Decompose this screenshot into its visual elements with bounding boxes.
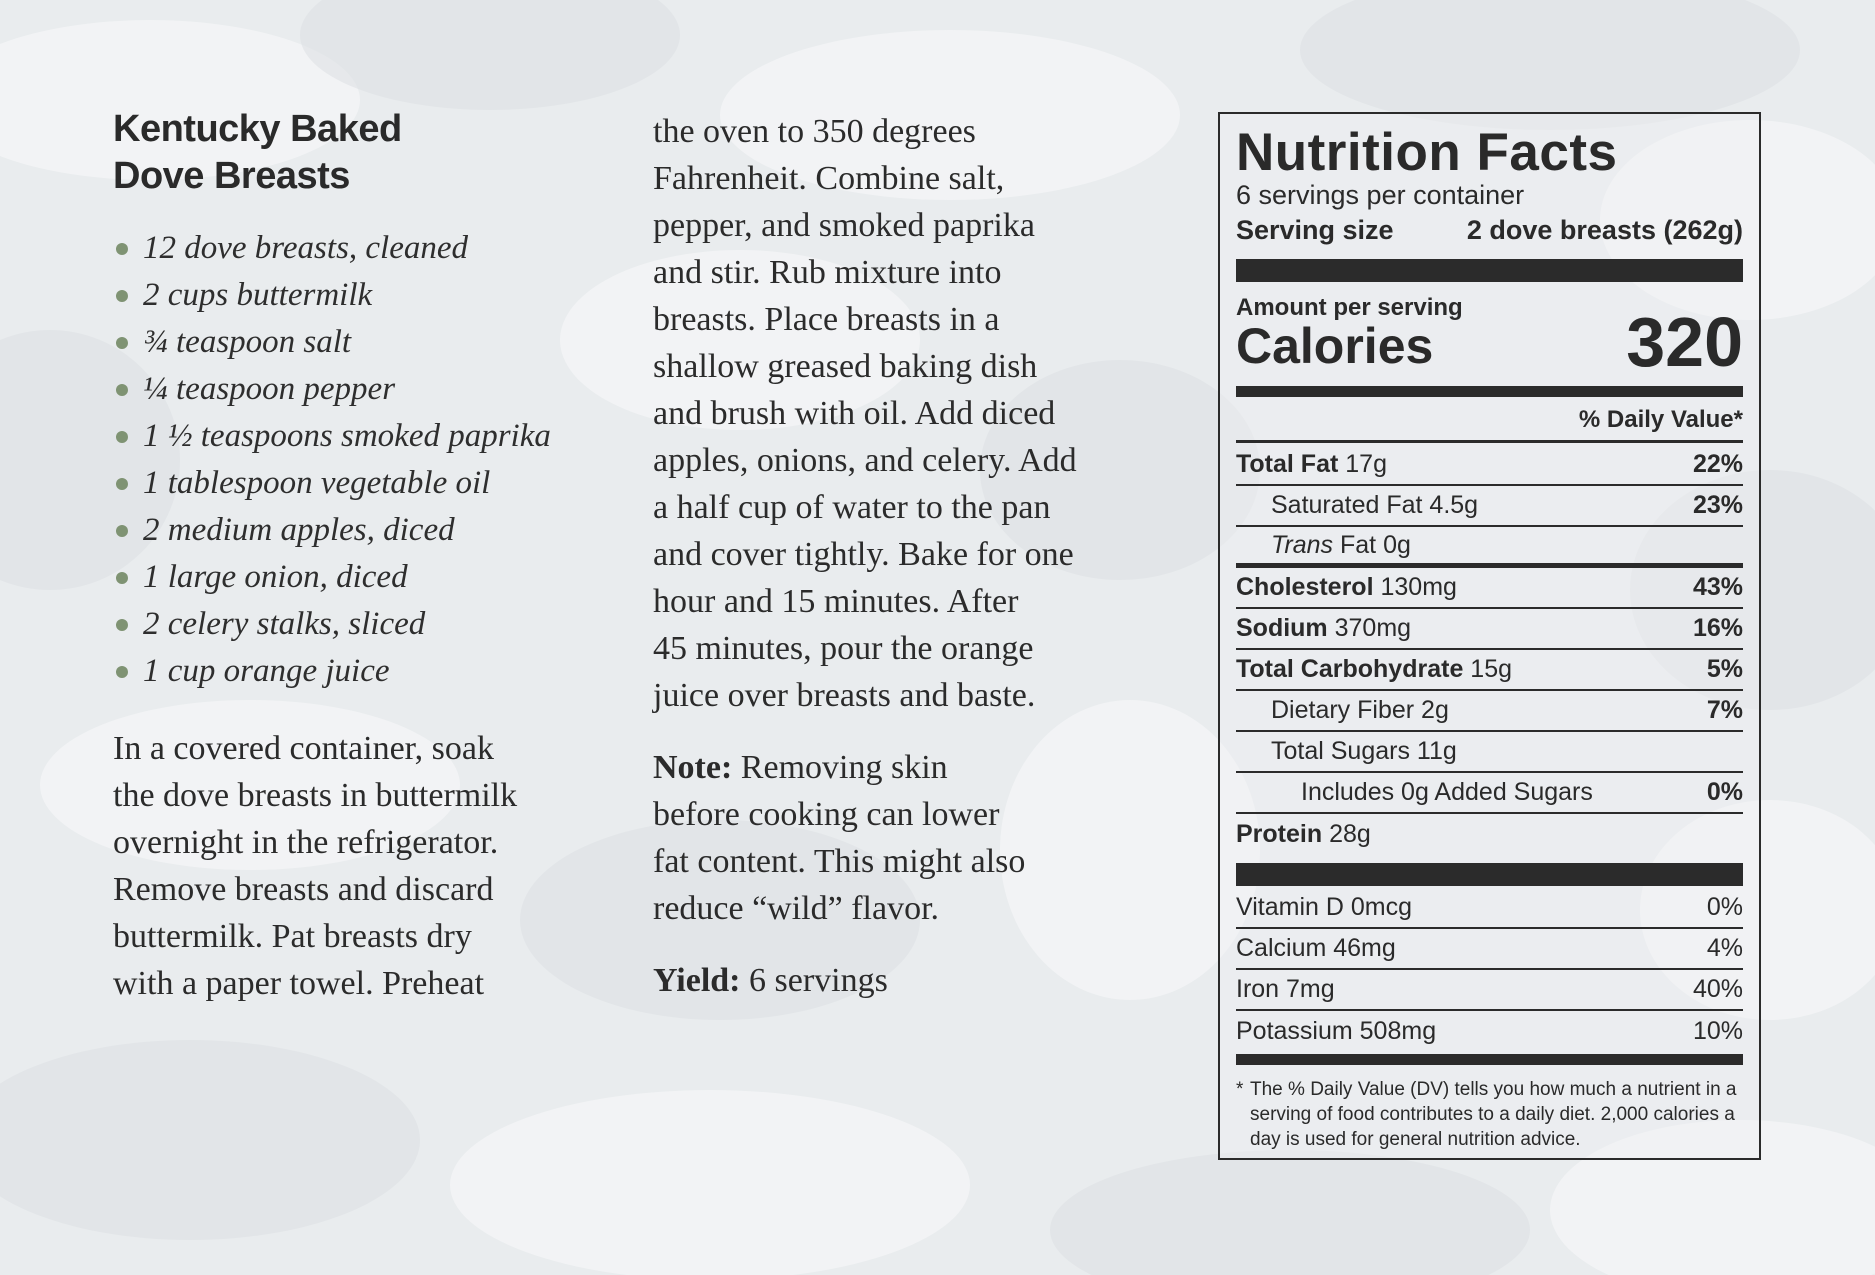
nutrient-label xyxy=(1236,820,1371,849)
nutrient-row xyxy=(1236,732,1743,773)
text-line: juice over breasts and baste. xyxy=(653,677,1036,714)
bullet-icon xyxy=(116,290,128,302)
instructions-part1 xyxy=(113,725,583,1007)
text-line: pepper, and smoked paprika xyxy=(653,207,1035,244)
nutrient-row xyxy=(1236,609,1743,650)
nutrient-label xyxy=(1236,531,1411,560)
vitamin-label: Potassium 508mg xyxy=(1236,1017,1437,1045)
nutrient-label xyxy=(1236,778,1593,807)
ingredient-item xyxy=(113,507,583,554)
nutrient-name: Total Sugars 11g xyxy=(1271,737,1457,765)
daily-value-percent: 0% xyxy=(1706,778,1743,806)
nutrient-label xyxy=(1236,737,1457,766)
thick-divider-2 xyxy=(1236,863,1743,886)
nutrient-amount: 130mg xyxy=(1373,573,1457,601)
nutrient-row xyxy=(1236,773,1743,814)
text-line: buttermilk. Pat breasts dry xyxy=(113,918,472,955)
vitamin-row xyxy=(1236,929,1743,970)
text-line: Fahrenheit. Combine salt, xyxy=(653,160,1005,197)
footnote-star: * xyxy=(1236,1079,1244,1100)
daily-value-footnote xyxy=(1236,1077,1743,1152)
thin-divider xyxy=(1236,440,1743,443)
nutrition-title: Nutrition Facts xyxy=(1236,123,1618,182)
ingredient-item xyxy=(113,460,583,507)
ingredient-text: 1 tablespoon vegetable oil xyxy=(143,465,491,501)
nutrient-amount: 28g xyxy=(1322,820,1371,848)
nutrient-name: Total Fat xyxy=(1236,450,1339,478)
serving-size xyxy=(1236,215,1743,246)
nutrient-label xyxy=(1236,696,1449,725)
ingredient-text: 12 dove breasts, cleaned xyxy=(143,230,469,266)
nutrient-label xyxy=(1236,450,1387,479)
daily-value-percent: 23% xyxy=(1692,491,1743,519)
ingredient-text: ¼ teaspoon pepper xyxy=(143,371,396,407)
nutrient-name: Dietary Fiber 2g xyxy=(1271,696,1449,724)
bullet-icon xyxy=(116,384,128,396)
footnote-text: The % Daily Value (DV) tells you how much a nutrient in a serving of food contributes to a daily diet. 2,000 calories a day is used for general nutrition advice. xyxy=(1250,1079,1737,1150)
nutrient-name: Includes 0g Added Sugars xyxy=(1301,778,1593,806)
ingredient-item xyxy=(113,601,583,648)
ingredient-item xyxy=(113,366,583,413)
text-line: and cover tightly. Bake for one xyxy=(653,536,1074,573)
text-line: overnight in the refrigerator. xyxy=(113,824,499,861)
serving-size-value: 2 dove breasts (262g) xyxy=(1466,215,1743,245)
text-line: the oven to 350 degrees xyxy=(653,113,976,150)
nutrient-row xyxy=(1236,568,1743,609)
recipe-title-line2: Dove Breasts xyxy=(113,155,350,197)
medium-divider xyxy=(1236,386,1743,397)
calories-value: 320 xyxy=(1626,303,1743,381)
vitamin-row xyxy=(1236,888,1743,929)
bullet-icon xyxy=(116,478,128,490)
nutrient-row xyxy=(1236,691,1743,732)
daily-value-header: % Daily Value* xyxy=(1578,406,1743,433)
ingredient-text: 2 celery stalks, sliced xyxy=(143,606,426,642)
nutrient-row xyxy=(1236,650,1743,691)
yield-value: 6 servings xyxy=(740,962,888,999)
recipe-note xyxy=(653,744,1123,932)
ingredient-item xyxy=(113,272,583,319)
note-line: Removing skin xyxy=(732,749,948,786)
nutrient-amount: 15g xyxy=(1463,655,1513,683)
nutrient-label xyxy=(1236,655,1512,684)
calories-label: Calories xyxy=(1236,318,1434,374)
ingredient-text: 1 cup orange juice xyxy=(143,653,390,689)
ingredient-item xyxy=(113,319,583,366)
ingredient-list xyxy=(113,225,583,695)
nutrient-row xyxy=(1236,486,1743,527)
text-line: breasts. Place breasts in a xyxy=(653,301,1000,338)
daily-value-percent: 22% xyxy=(1692,450,1743,478)
nutrient-label xyxy=(1236,573,1457,602)
ingredient-item xyxy=(113,554,583,601)
daily-value-percent: 43% xyxy=(1692,573,1743,601)
nutrient-name: Cholesterol xyxy=(1236,573,1374,601)
recipe-title xyxy=(113,106,583,200)
vitamin-row xyxy=(1236,1011,1743,1052)
nutrient-amount: 370mg xyxy=(1327,614,1412,642)
medium-divider-2 xyxy=(1236,1054,1743,1065)
ingredient-item xyxy=(113,648,583,695)
ingredient-item xyxy=(113,413,583,460)
text-line: the dove breasts in buttermilk xyxy=(113,777,518,814)
text-line: In a covered container, soak xyxy=(113,730,494,767)
daily-value-percent: 4% xyxy=(1706,934,1743,962)
text-line: hour and 15 minutes. After xyxy=(653,583,1019,620)
amount-per-serving: Amount per serving xyxy=(1236,294,1463,321)
daily-value-percent: 16% xyxy=(1692,614,1743,642)
vitamin-label: Iron 7mg xyxy=(1236,975,1335,1003)
text-line: with a paper towel. Preheat xyxy=(113,965,485,1002)
bullet-icon xyxy=(116,431,128,443)
recipe-title-line1: Kentucky Baked xyxy=(113,108,402,150)
nutrient-name: Sodium xyxy=(1236,614,1328,642)
nutrient-name-italic: Trans xyxy=(1271,530,1334,559)
note-line: reduce “wild” flavor. xyxy=(653,890,940,927)
text-line: Remove breasts and discard xyxy=(113,871,494,908)
thick-divider xyxy=(1236,259,1743,282)
ingredient-text: ¾ teaspoon salt xyxy=(143,324,352,360)
daily-value-percent: 7% xyxy=(1706,696,1743,724)
text-line: and brush with oil. Add diced xyxy=(653,395,1056,432)
nutrient-row xyxy=(1236,445,1743,486)
vitamin-label: Calcium 46mg xyxy=(1236,934,1396,962)
nutrient-row xyxy=(1236,814,1743,855)
bullet-icon xyxy=(116,337,128,349)
bullet-icon xyxy=(116,243,128,255)
ingredient-text: 2 medium apples, diced xyxy=(143,512,455,548)
bullet-icon xyxy=(116,619,128,631)
note-label: Note: xyxy=(653,749,733,786)
bullet-icon xyxy=(116,666,128,678)
ingredient-item xyxy=(113,225,583,272)
servings-per-container: 6 servings per container xyxy=(1236,180,1525,210)
yield-label: Yield: xyxy=(653,962,741,999)
daily-value-percent: 10% xyxy=(1692,1017,1743,1045)
recipe-yield xyxy=(653,957,1123,1004)
nutrient-name: Saturated Fat 4.5g xyxy=(1271,491,1479,519)
vitamin-row xyxy=(1236,970,1743,1011)
text-line: a half cup of water to the pan xyxy=(653,489,1051,526)
text-line: apples, onions, and celery. Add xyxy=(653,442,1077,479)
recipe-column-2 xyxy=(653,108,1123,1004)
instructions-part2 xyxy=(653,108,1123,719)
bullet-icon xyxy=(116,572,128,584)
recipe-column-1 xyxy=(113,106,583,1007)
nutrient-label xyxy=(1236,491,1478,520)
ingredient-text: 2 cups buttermilk xyxy=(143,277,373,313)
nutrient-name: Protein xyxy=(1236,820,1323,848)
nutrient-amount: 17g xyxy=(1338,450,1387,478)
nutrient-name: Fat 0g xyxy=(1333,530,1411,559)
note-line: before cooking can lower xyxy=(653,796,1000,833)
nutrient-name: Total Carbohydrate xyxy=(1236,655,1464,683)
nutrient-row xyxy=(1236,527,1743,568)
daily-value-percent: 5% xyxy=(1706,655,1743,683)
nutrient-label xyxy=(1236,614,1411,643)
note-line: fat content. This might also xyxy=(653,843,1026,880)
vitamin-label: Vitamin D 0mcg xyxy=(1236,893,1412,921)
ingredient-text: 1 large onion, diced xyxy=(143,559,408,595)
serving-size-label: Serving size xyxy=(1236,215,1394,245)
nutrition-facts-label xyxy=(1218,112,1761,1160)
text-line: shallow greased baking dish xyxy=(653,348,1038,385)
ingredient-text: 1 ½ teaspoons smoked paprika xyxy=(143,418,551,454)
text-line: 45 minutes, pour the orange xyxy=(653,630,1034,667)
daily-value-percent: 40% xyxy=(1692,975,1743,1003)
daily-value-percent: 0% xyxy=(1706,893,1743,921)
text-line: and stir. Rub mixture into xyxy=(653,254,1002,291)
bullet-icon xyxy=(116,525,128,537)
